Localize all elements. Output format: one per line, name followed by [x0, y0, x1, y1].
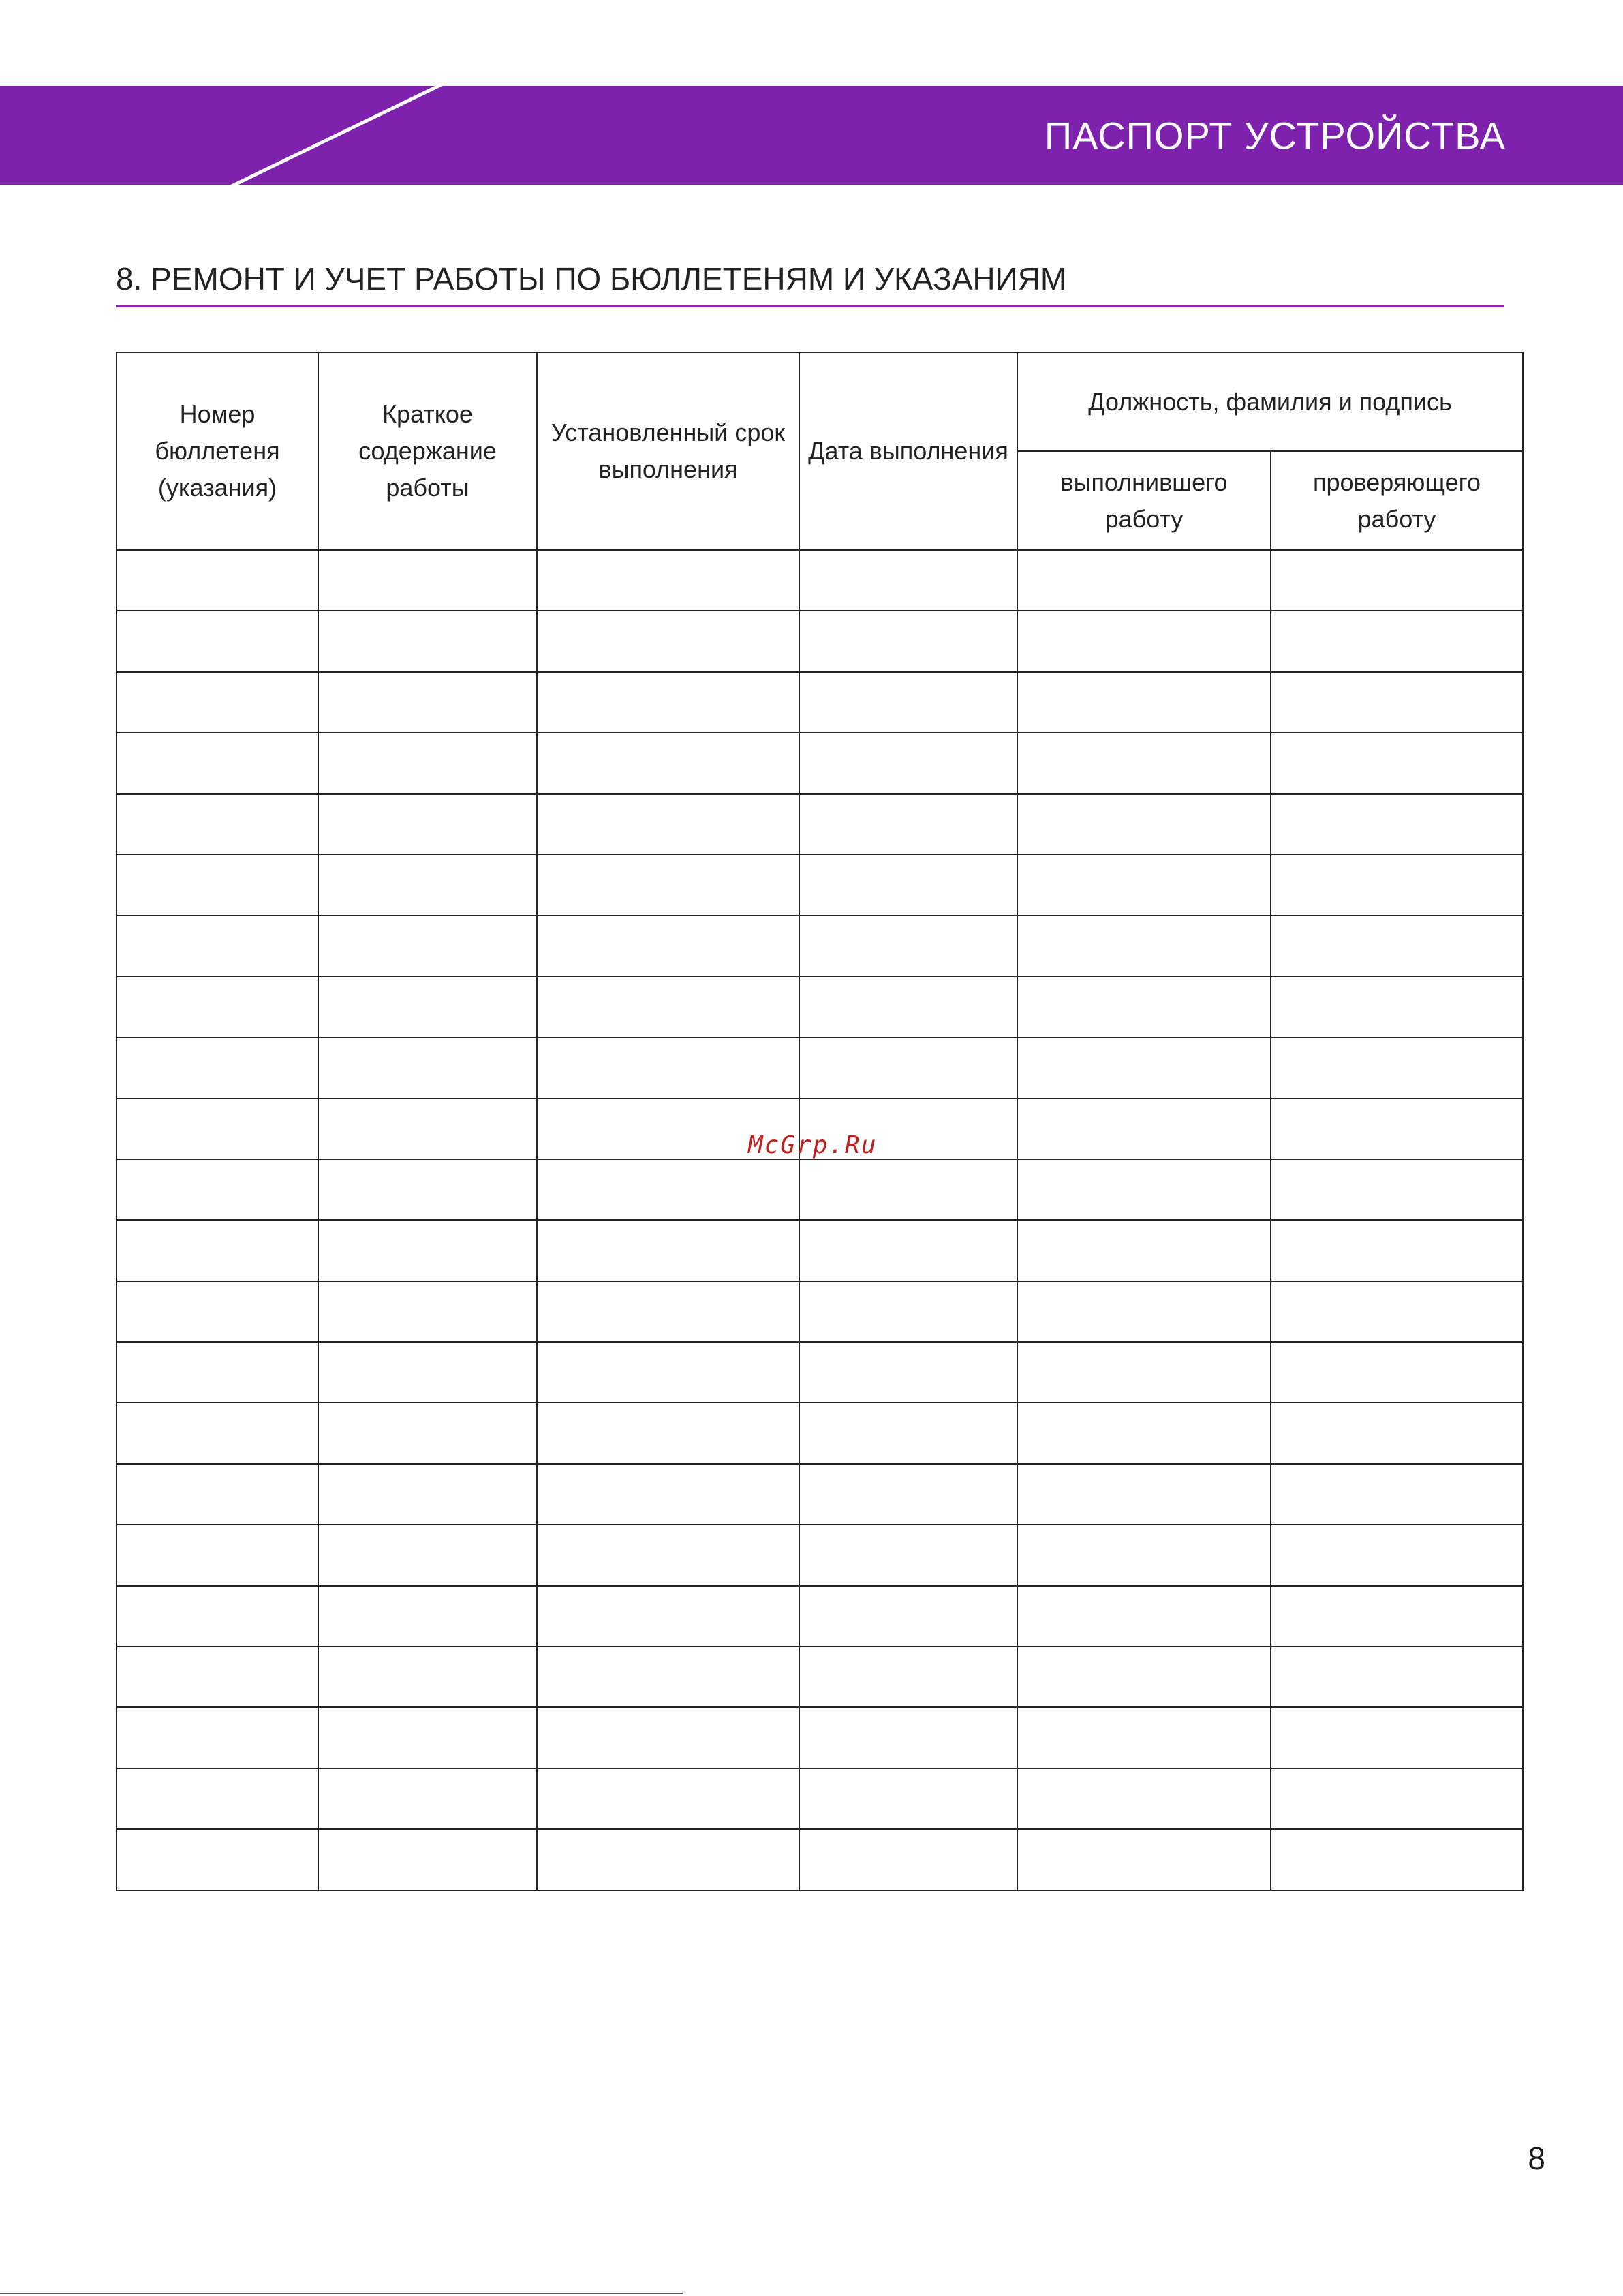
- table-row: [117, 794, 1523, 855]
- table-cell: [537, 1159, 799, 1220]
- table-cell: [318, 1220, 537, 1281]
- table-cell: [1271, 611, 1523, 671]
- table-row: [117, 855, 1523, 915]
- table-cell: [117, 550, 318, 611]
- table-row: [117, 1281, 1523, 1342]
- table-cell: [537, 977, 799, 1037]
- table-cell: [117, 1281, 318, 1342]
- table-cell: [1017, 794, 1271, 855]
- table-cell: [1017, 1647, 1271, 1707]
- table-cell: [318, 915, 537, 976]
- table-cell: [117, 1829, 318, 1890]
- table-cell: [1271, 1829, 1523, 1890]
- table-cell: [117, 855, 318, 915]
- table-cell: [1271, 1220, 1523, 1281]
- table-cell: [799, 550, 1017, 611]
- table-cell: [537, 1525, 799, 1585]
- table-cell: [1271, 1037, 1523, 1098]
- table-row: [117, 1159, 1523, 1220]
- table-cell: [1017, 1769, 1271, 1829]
- table-cell: [117, 1769, 318, 1829]
- table-cell: [1271, 1586, 1523, 1647]
- table-cell: [117, 1647, 318, 1707]
- table-cell: [117, 611, 318, 671]
- table-cell: [318, 794, 537, 855]
- table-cell: [537, 1037, 799, 1098]
- table-cell: [318, 672, 537, 733]
- table-row: [117, 733, 1523, 793]
- table-cell: [537, 915, 799, 976]
- table-cell: [117, 1707, 318, 1768]
- table-cell: [1017, 1464, 1271, 1525]
- table-cell: [1271, 977, 1523, 1037]
- header-bulletin-number: Номер бюллетеня (указания): [117, 352, 318, 550]
- table-cell: [318, 1159, 537, 1220]
- table-cell: [117, 1525, 318, 1585]
- table-cell: [1017, 1586, 1271, 1647]
- table-cell: [537, 1707, 799, 1768]
- table-cell: [1017, 611, 1271, 671]
- table-cell: [1017, 1220, 1271, 1281]
- table-cell: [799, 672, 1017, 733]
- table-cell: [1271, 1281, 1523, 1342]
- table-cell: [1271, 1464, 1523, 1525]
- table-cell: [117, 1342, 318, 1403]
- table-cell: [1017, 1159, 1271, 1220]
- table-cell: [1017, 1099, 1271, 1159]
- table-cell: [1017, 855, 1271, 915]
- table-cell: [1017, 550, 1271, 611]
- table-cell: [318, 1829, 537, 1890]
- table-cell: [318, 1647, 537, 1707]
- table-cell: [1017, 1829, 1271, 1890]
- table-cell: [537, 794, 799, 855]
- table-row: [117, 1403, 1523, 1463]
- table-cell: [799, 1586, 1017, 1647]
- table-row: [117, 1525, 1523, 1585]
- table-row: [117, 672, 1523, 733]
- table-row: [117, 550, 1523, 611]
- table-cell: [1271, 1769, 1523, 1829]
- table-cell: [799, 1403, 1017, 1463]
- table-cell: [117, 1037, 318, 1098]
- table-cell: [537, 1220, 799, 1281]
- table-row: [117, 977, 1523, 1037]
- table-cell: [1017, 1037, 1271, 1098]
- table-cell: [318, 1037, 537, 1098]
- document-title: ПАСПОРТ УСТРОЙСТВА: [1044, 114, 1506, 157]
- table-cell: [537, 1403, 799, 1463]
- table-body: [117, 550, 1523, 1891]
- table-cell: [799, 794, 1017, 855]
- table-cell: [1271, 1647, 1523, 1707]
- table-cell: [1271, 550, 1523, 611]
- table-cell: [318, 733, 537, 793]
- table-cell: [1271, 733, 1523, 793]
- table-row: [117, 1464, 1523, 1525]
- table-cell: [799, 1220, 1017, 1281]
- header-band: [0, 86, 1623, 185]
- table-cell: [537, 1829, 799, 1890]
- table-cell: [1271, 1707, 1523, 1768]
- table-cell: [1017, 1281, 1271, 1342]
- table-cell: [318, 1099, 537, 1159]
- table-cell: [537, 611, 799, 671]
- table-cell: [1271, 794, 1523, 855]
- table-cell: [537, 1464, 799, 1525]
- table-cell: [117, 733, 318, 793]
- table-cell: [318, 1525, 537, 1585]
- table-cell: [117, 1403, 318, 1463]
- table-cell: [537, 1342, 799, 1403]
- table-row: [117, 1586, 1523, 1647]
- table-cell: [1017, 1342, 1271, 1403]
- table-cell: [1017, 733, 1271, 793]
- footer-rule: [0, 2293, 683, 2294]
- table-cell: [1017, 977, 1271, 1037]
- table-cell: [318, 855, 537, 915]
- table-cell: [799, 915, 1017, 976]
- table-row: [117, 1647, 1523, 1707]
- section-divider: [116, 305, 1504, 307]
- header-deadline: Установленный срок выполнения: [537, 352, 799, 550]
- table-cell: [537, 550, 799, 611]
- table-cell: [318, 1342, 537, 1403]
- table-cell: [799, 1525, 1017, 1585]
- table-cell: [799, 1647, 1017, 1707]
- table-cell: [117, 977, 318, 1037]
- table-cell: [799, 1464, 1017, 1525]
- table-cell: [799, 1829, 1017, 1890]
- table-cell: [1271, 915, 1523, 976]
- table-cell: [1271, 1342, 1523, 1403]
- table-cell: [1017, 915, 1271, 976]
- table-cell: [1017, 672, 1271, 733]
- table-row: [117, 611, 1523, 671]
- table-cell: [799, 611, 1017, 671]
- table-row: [117, 1829, 1523, 1890]
- table-cell: [799, 1707, 1017, 1768]
- section-heading: 8. РЕМОНТ И УЧЕТ РАБОТЫ ПО БЮЛЛЕТЕНЯМ И УКАЗАНИЯМ: [116, 261, 1067, 296]
- table-cell: [1271, 1403, 1523, 1463]
- bulletin-work-table: [116, 352, 1524, 1891]
- table-cell: [117, 1220, 318, 1281]
- table-cell: [117, 915, 318, 976]
- header-completion-date: Дата выполнения: [799, 352, 1017, 550]
- table-cell: [799, 733, 1017, 793]
- table-cell: [799, 1769, 1017, 1829]
- table-cell: [318, 1707, 537, 1768]
- page-number: 8: [1528, 2141, 1545, 2176]
- table-cell: [117, 1159, 318, 1220]
- table-cell: [1271, 672, 1523, 733]
- table-cell: [318, 550, 537, 611]
- table-cell: [1271, 855, 1523, 915]
- table-cell: [117, 1099, 318, 1159]
- table-cell: [1271, 1525, 1523, 1585]
- table-cell: [537, 672, 799, 733]
- table-cell: [318, 1403, 537, 1463]
- table-row: [117, 1220, 1523, 1281]
- table-cell: [537, 1647, 799, 1707]
- table-row: [117, 1769, 1523, 1829]
- table-cell: [318, 1281, 537, 1342]
- table-cell: [799, 1342, 1017, 1403]
- table-row: [117, 1037, 1523, 1098]
- table-cell: [1271, 1159, 1523, 1220]
- watermark: McGrp.Ru: [748, 1131, 878, 1159]
- table-cell: [318, 1586, 537, 1647]
- header-inspector: проверяющего работу: [1271, 451, 1523, 550]
- table-cell: [1271, 1099, 1523, 1159]
- header-work-summary: Краткое содержание работы: [318, 352, 537, 550]
- table-cell: [1017, 1525, 1271, 1585]
- table-cell: [1017, 1707, 1271, 1768]
- table-cell: [117, 672, 318, 733]
- table-cell: [318, 977, 537, 1037]
- table-cell: [799, 1281, 1017, 1342]
- table-cell: [537, 1281, 799, 1342]
- table-cell: [799, 977, 1017, 1037]
- table-cell: [799, 1037, 1017, 1098]
- table-cell: [117, 794, 318, 855]
- table-cell: [1017, 1403, 1271, 1463]
- table-cell: [799, 855, 1017, 915]
- table-row: [117, 1342, 1523, 1403]
- table-cell: [537, 1586, 799, 1647]
- table-cell: [318, 1769, 537, 1829]
- table-row: [117, 915, 1523, 976]
- table-cell: [799, 1159, 1017, 1220]
- table-cell: [537, 1769, 799, 1829]
- header-signature-group: Должность, фамилия и подпись: [1017, 352, 1523, 451]
- table-cell: [537, 733, 799, 793]
- table-cell: [318, 611, 537, 671]
- table-cell: [318, 1464, 537, 1525]
- table-cell: [117, 1586, 318, 1647]
- table-cell: [537, 855, 799, 915]
- table-cell: [117, 1464, 318, 1525]
- table-row: [117, 1707, 1523, 1768]
- header-performer: выполнившего работу: [1017, 451, 1271, 550]
